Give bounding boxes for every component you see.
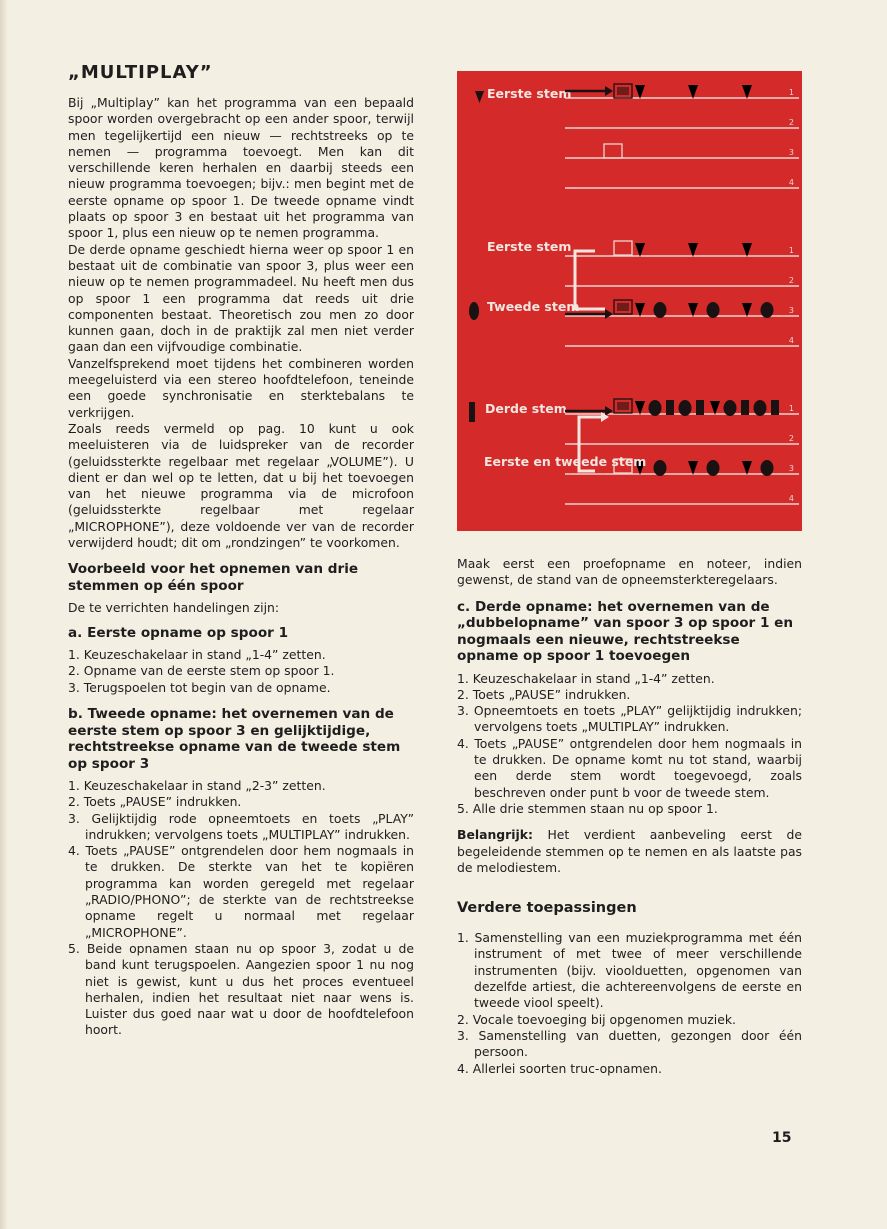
bar-voice-icon — [469, 402, 475, 422]
target-box-fill — [617, 402, 629, 410]
track-number: 1 — [788, 246, 794, 255]
test-recording-note: Maak eerst een proefopname en noteer, indien gewenst, de stand van de opneemsterkteregelaars. — [457, 556, 802, 588]
list-item: 4. Allerlei soorten truc-opnamen. — [457, 1060, 662, 1076]
target-box-fill — [617, 303, 629, 311]
list-item: 2. Vocale toevoeging bij opgenomen muziek. — [457, 1011, 736, 1027]
section-b-heading: b. Tweede opname: het overnemen van de eerste stem op spoor 3 en gelijktijdige, rechtstreekse opname van de tweede stem op spoor 3 — [68, 706, 401, 772]
list-item: 1. Keuzeschakelaar in stand „2-3” zetten. — [68, 778, 326, 793]
list-item: 2. Toets „PAUSE” indrukken. — [457, 686, 631, 702]
list-item: 3. Terugspoelen tot begin van de opname. — [68, 679, 331, 695]
label-first-voice: Eerste stem — [487, 86, 572, 101]
source-box-fill — [617, 87, 629, 95]
list-item: 5. Beide opnamen staan nu op spoor 3, zodat u de band kunt terugspoelen. Aangezien spoor 1 nu nog niet is gewist, kunt u dus het proces eventueel herhalen, indien het resultaat niet naar wens is. Luister dus goed naar wat u door de hoofdtelefoon hoort. — [68, 940, 414, 1038]
track-number: 2 — [788, 434, 794, 443]
important-note — [457, 827, 802, 876]
page-edge — [0, 0, 8, 1229]
ellipse-mark — [649, 400, 662, 416]
list-item: 3. Samenstelling van duetten, gezongen door één persoon. — [457, 1027, 802, 1060]
bar-mark — [741, 400, 749, 415]
track-number: 3 — [788, 148, 794, 157]
left-column — [68, 62, 414, 1039]
track-number: 4 — [788, 178, 794, 187]
list-item: 1. Keuzeschakelaar in stand „1-4” zetten. — [457, 670, 715, 686]
multiplay-diagram — [457, 71, 802, 531]
track-number: 4 — [788, 494, 794, 503]
ellipse-voice-icon — [469, 302, 479, 320]
section-a-heading: a. Eerste opname op spoor 1 — [68, 624, 289, 641]
bar-mark — [771, 400, 779, 415]
ellipse-mark — [724, 400, 737, 416]
example-heading: Voorbeeld voor het opnemen van drie stemmen op één spoor — [68, 561, 359, 594]
ellipse-mark — [679, 400, 692, 416]
example-subtitle: De te verrichten handelingen zijn: — [68, 600, 280, 616]
ellipse-mark — [761, 302, 774, 318]
ellipse-mark — [707, 302, 720, 318]
track-number: 3 — [788, 306, 794, 315]
list-item: 4. Toets „PAUSE” ontgrendelen door hem nogmaals in te drukken. De opname komt nu tot stand, waarbij een derde stem wordt toegevoegd, zoals beschreven onder punt b voor de tweede stem. — [457, 735, 802, 800]
further-applications-list — [457, 930, 802, 1077]
track-number: 4 — [788, 336, 794, 345]
bar-mark — [696, 400, 704, 415]
track-number: 2 — [788, 118, 794, 127]
section-c-steps — [457, 671, 802, 818]
ellipse-mark — [754, 400, 767, 416]
list-item: 2. Toets „PAUSE” indrukken. — [68, 794, 242, 810]
list-item: 4. Toets „PAUSE” ontgrendelen door hem nogmaals in te drukken. De sterkte van het te kopiëren programma kan worden geregeld met regelaar „RADIO/PHONO”; de sterkte van de rechtstreekse opname regelt u normaal met regelaar „MICROPHONE”. — [68, 843, 414, 940]
section-c-heading: c. Derde opname: het overnemen van de „dubbelopname” van spoor 3 op spoor 1 en nogmaals een nieuwe, rechtstreekse opname op spoor 1 toevoegen — [457, 598, 794, 665]
further-applications-heading: Verdere toepassingen — [457, 900, 637, 917]
ellipse-mark — [654, 302, 667, 318]
label-combined-voices: Eerste en tweede stem — [484, 454, 647, 469]
bar-mark — [666, 400, 674, 415]
list-item: 1. Samenstelling van een muziekprogramma met één instrument of met twee of meer verschillende instrumenten (bijv. vioolduetten, opgenomen van dezelfde artiest, die achtereenvolgens de eerste en tweede viool speelt). — [457, 930, 802, 1011]
list-item: 3. Opneemtoets en toets „PLAY” gelijktijdig indrukken; vervolgens toets „MULTIPLAY” indrukken. — [457, 703, 802, 735]
list-item: 5. Alle drie stemmen staan nu op spoor 1. — [457, 800, 718, 816]
intro-paragraph-4: Zoals reeds vermeld op pag. 10 kunt u ook meeluisteren via de luidspreker van de recorder (geluidssterkte regelbaar met regelaar „VOLUME”). U dient er dan wel op te letten, dat u bij het toevoegen van het nieuwe programma via de microfoon (geluidssterkte regelbaar met regelaar „MICROPHONE”), deze voldoende ver van de recorder verwijderd houdt; dit om „rondzingen” te voorkomen. — [68, 420, 414, 551]
list-item: 2. Opname van de eerste stem op spoor 1. — [68, 663, 335, 679]
track-number: 1 — [788, 404, 794, 413]
section-a-steps — [68, 647, 414, 696]
intro-paragraph-2: De derde opname geschiedt hierna weer op spoor 1 en bestaat uit de combinatie van spoor 3, plus weer een nieuw op te nemen programmadeel. Nu heeft men dus op spoor 1 een programma dat reeds uit drie componenten bestaat. Theoretisch zou men zo door kunnen gaan, doch in de praktijk zal men niet verder gaan dan een vijfvoudige combinatie. — [68, 241, 414, 355]
page-title: „MULTIPLAY” — [68, 62, 213, 83]
label-third-voice: Derde stem — [485, 401, 567, 416]
intro-paragraph-3: Vanzelfsprekend moet tijdens het combineren worden meegeluisterd via een stereo hoofdtelefoon, teneinde een goede synchronisatie en sterktebalans te verkrijgen. — [68, 355, 414, 420]
intro-paragraph-1: Bij „Multiplay” kan het programma van een bepaald spoor worden overgebracht op een ander spoor, terwijl men tegelijkertijd een nieuw — rechtstreeks op te nemen — programma toevoegt. Men kan dit verschillende keren herhalen en daarbij steeds een nieuw programma toevoegen; bijv.: men begint met de eerste opname op spoor 1. De tweede opname vindt plaats op spoor 3 en bestaat uit het programma van spoor 1, plus een nieuw op te nemen programma. — [68, 95, 414, 241]
track-number: 1 — [788, 88, 794, 97]
track-diagram-svg — [457, 71, 802, 531]
label-second-voice: Tweede stem — [487, 299, 580, 314]
important-text: Het verdient aanbeveling eerst de begeleidende stemmen op te nemen en als laatste pas de melodiestem. — [457, 827, 802, 875]
label-first-voice-2: Eerste stem — [487, 239, 572, 254]
section-b-steps — [68, 778, 414, 1039]
list-item: 1. Keuzeschakelaar in stand „1-4” zetten. — [68, 647, 326, 663]
ellipse-mark — [654, 460, 667, 476]
track-number: 3 — [788, 464, 794, 473]
ellipse-mark — [761, 460, 774, 476]
right-column — [457, 556, 802, 1077]
page-number: 15 — [772, 1130, 792, 1146]
ellipse-mark — [707, 460, 720, 476]
important-label: Belangrijk: — [457, 827, 533, 843]
track-number: 2 — [788, 276, 794, 285]
list-item: 3. Gelijktijdig rode opneemtoets en toets „PLAY” indrukken; vervolgens toets „MULTIPLAY” indrukken. — [68, 810, 414, 842]
